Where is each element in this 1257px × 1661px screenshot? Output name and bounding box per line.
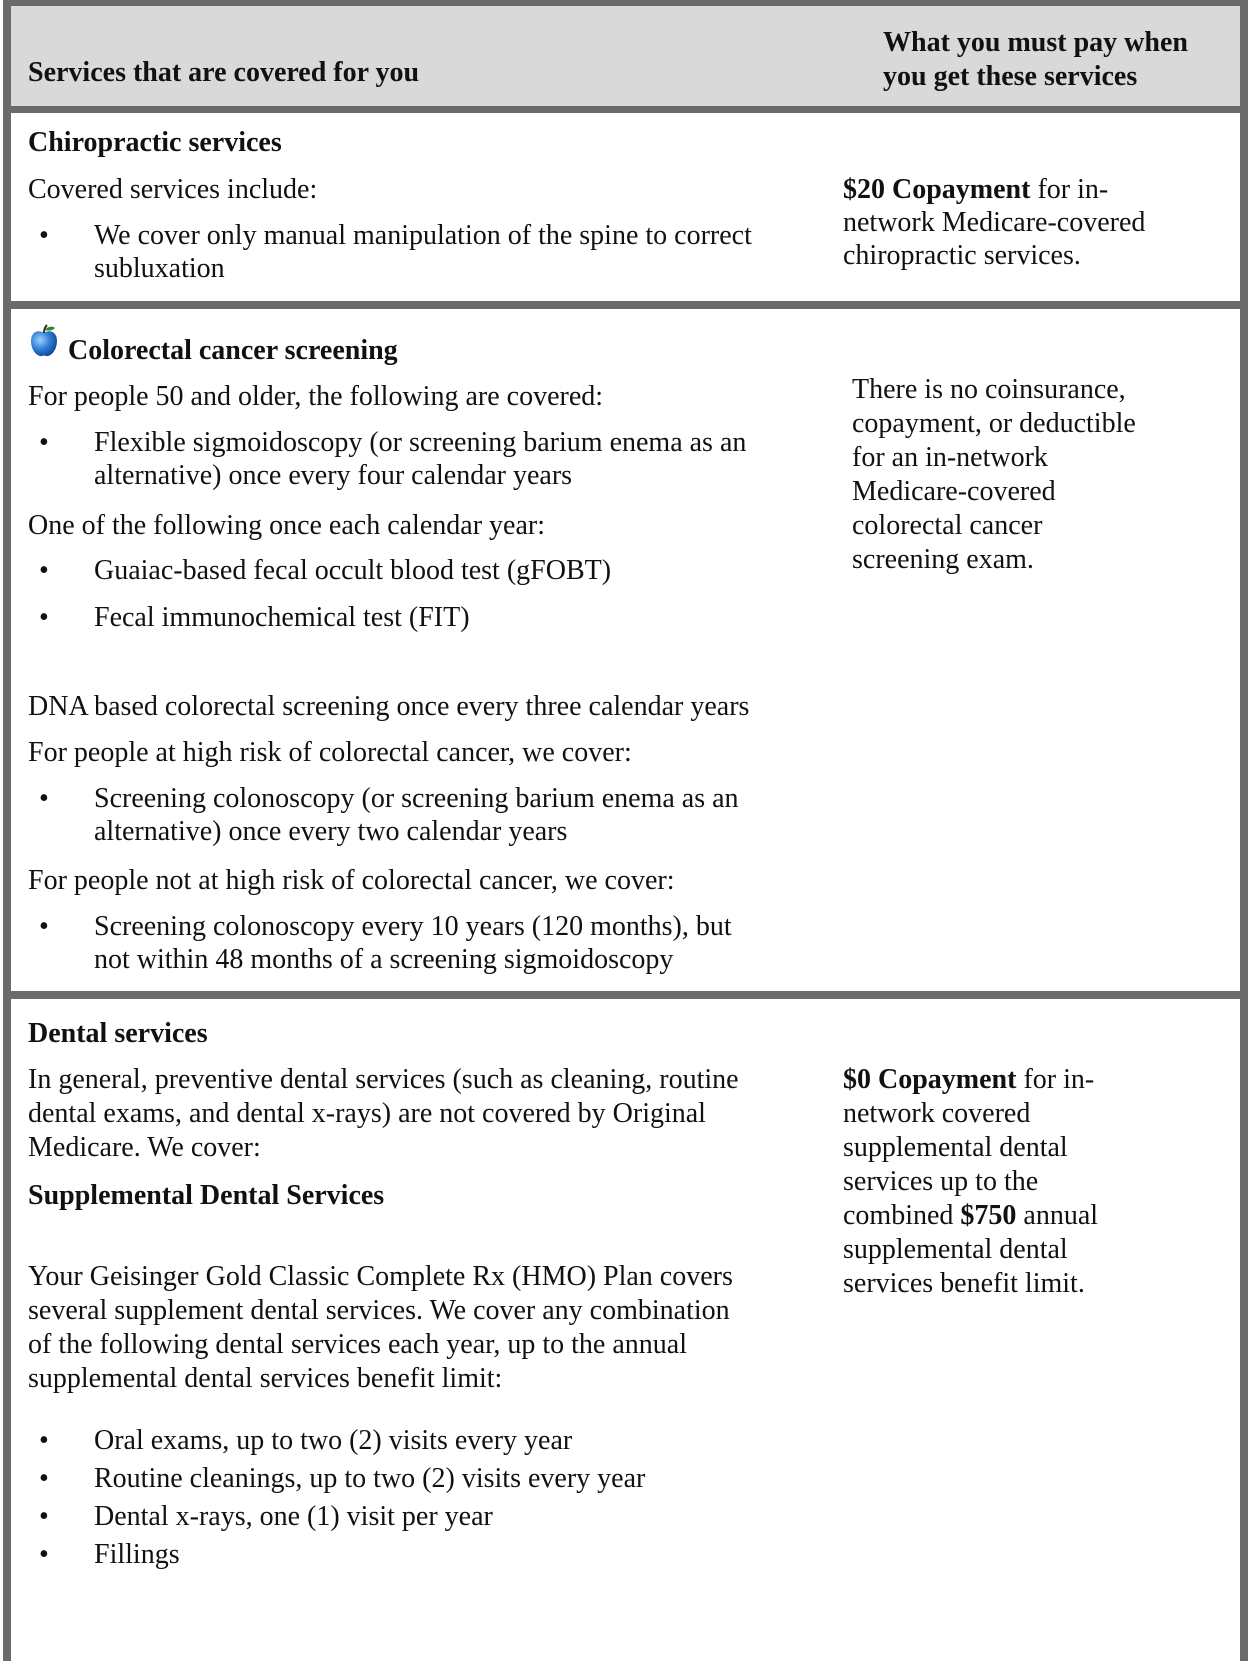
bullet-icon: • xyxy=(39,1539,49,1570)
dental-plan-text: Your Geisinger Gold Classic Complete Rx (HMO) Plan covers several supplement dental services. We cover any combination of the following dental services each year, up to the annual supplemental dental services benefit limit: xyxy=(28,1261,733,1394)
colorectal-high-risk: For people at high risk of colorectal cancer, we cover: xyxy=(28,737,632,768)
header-services-label: Services that are covered for you xyxy=(28,57,420,88)
dental-intro: In general, preventive dental services (such as cleaning, routine dental exams, and dental x-rays) are not covered by Original Medicare. We cover: xyxy=(28,1064,739,1163)
bullet-icon: • xyxy=(39,1425,49,1456)
bullet-icon: • xyxy=(39,1501,49,1532)
row-divider xyxy=(11,301,1240,309)
header-pay-label: What you must pay when you get these services xyxy=(883,27,1188,92)
apple-icon xyxy=(29,324,59,358)
colorectal-one-of: One of the following once each calendar year: xyxy=(28,510,545,541)
bullet-icon: • xyxy=(39,555,49,586)
row-divider xyxy=(11,991,1240,999)
supplemental-dental-title: Supplemental Dental Services xyxy=(28,1180,385,1211)
dental-title: Dental services xyxy=(28,1018,208,1049)
dental-cost: $0 Copayment for in- network covered supplemental dental services up to the combined $750 annual supplemental dental services benefit limit. xyxy=(843,1064,1099,1299)
bullet-icon: • xyxy=(39,783,49,814)
colorectal-intro: For people 50 and older, the following are covered: xyxy=(28,381,604,412)
bullet-icon: • xyxy=(39,427,49,458)
colorectal-dna: DNA based colorectal screening once every three calendar years xyxy=(28,691,750,722)
benefits-table: Services that are covered for you What you must pay when you get these services Chiropractic services Covered services include: • We cover only manual manipulation of the spine to correct subluxation $20 Copayment for in- network Medicare-covered chiropractic services. Colorectal cancer screening For people 50 and older, the following are covered: • Flexible sigmoidoscopy (or screening barium enema as an alternative) once every four calendar years One of the following once each calendar year: • Guaiac-based fecal occult blood test (gFOBT) • Fecal immunochemical test (FIT) DNA based colorectal screening once every three calendar years For people at high risk of colorectal cancer, we cover: • Screening colonoscopy (or screening barium enema as an alternative) once every two calendar years For people not at high risk of colorectal cancer, we cover: • Screening colonoscopy every 10 years (120 months), but not within 48 months of a screening sigmoidoscopy There is no coinsurance, copayment, or deductible for an in-network Medicare-covered colorectal cancer screening exam. Dental services In general, preventive dental services (such as cleaning, routine dental exams, and dental x-rays) are not covered by Original Medicare. We cover: Supplemental Dental Services Your Geisinger Gold Classic Complete Rx (HMO) Plan covers several supplement dental services. We cover any combination of the following dental services each year, up to the annual supplemental dental services benefit limit: • Oral exams, up to two (2) visits every year • Routine cleanings, up to two (2) visits every year • Dental x-rays, one (1) visit per year • Fillings $0 Copayment for in- network covered supplemental dental services up to the combined $750 annual supplemental dental services benefit limit. xyxy=(3,0,1248,1661)
chiropractic-intro: Covered services include: xyxy=(28,174,318,205)
table-header xyxy=(11,6,1240,113)
bullet-icon: • xyxy=(39,602,49,633)
chiropractic-title: Chiropractic services xyxy=(28,127,282,158)
bullet-icon: • xyxy=(39,911,49,942)
colorectal-cost: There is no coinsurance, copayment, or deductible for an in-network Medicare-covered colorectal cancer screening exam. xyxy=(852,374,1136,575)
chiropractic-cost: $20 Copayment for in- network Medicare-covered chiropractic services. xyxy=(843,174,1146,271)
bullet-icon: • xyxy=(39,1463,49,1494)
colorectal-title: Colorectal cancer screening xyxy=(68,335,398,366)
colorectal-not-high-risk: For people not at high risk of colorectal cancer, we cover: xyxy=(28,865,675,896)
bullet-icon: • xyxy=(39,220,49,251)
